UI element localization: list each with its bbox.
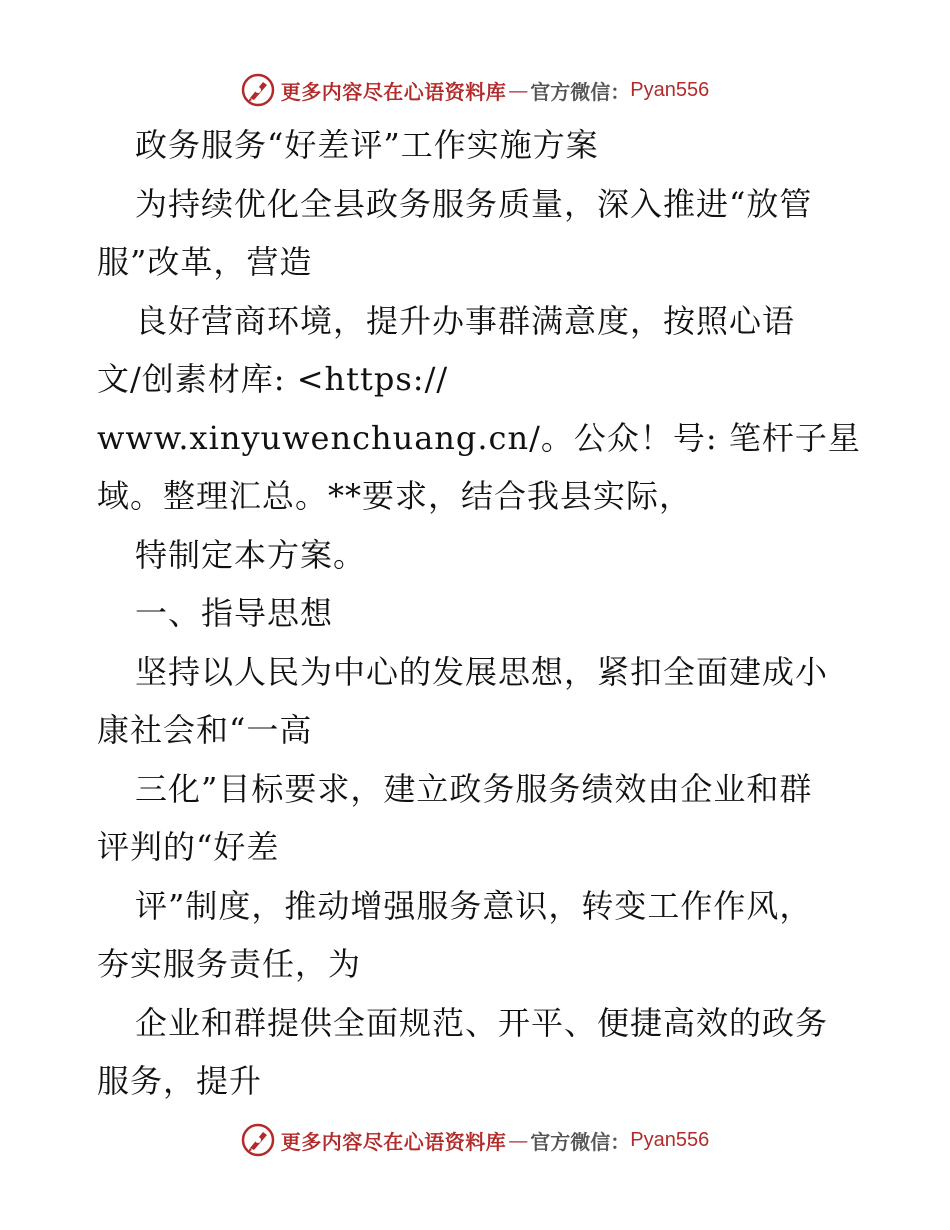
banner-wechat-label: 官方微信： (530, 1129, 631, 1154)
text-line: 坚持以人民为中心的发展思想，紧扣全面建成小 (135, 652, 829, 691)
text-line: 服”改革，营造 (97, 243, 313, 281)
banner-separator: — (508, 78, 529, 102)
text-line: www.xinyuwenchuang.cn/。公众！号: 笔杆子星 (97, 418, 861, 457)
document-title: 政务服务“好差评”工作实施方案 (135, 126, 599, 164)
banner-wechat-id: Pyan556 (630, 78, 710, 101)
banner-text: 更多内容尽在心语资料库 (280, 79, 507, 104)
footer-watermark-banner (0, 1120, 950, 1160)
text-line: 良好营商环境，提升办事群满意度，按照心语 (135, 301, 796, 340)
text-line: 三化”目标要求，建立政务服务绩效由企业和群 (135, 769, 813, 808)
text-line: 夯实服务责任，为 (97, 945, 362, 983)
text-line: 评”制度，推动增强服务意识，转变工作作风， (135, 886, 813, 925)
text-line: 特制定本方案。 (135, 535, 367, 574)
banner-wechat-label: 官方微信： (530, 79, 631, 104)
header-watermark-banner (0, 70, 950, 110)
text-line: 企业和群提供全面规范、开平、便捷高效的政务 (135, 1003, 829, 1042)
section-heading: 一、指导思想 (135, 594, 334, 632)
document-body (97, 116, 861, 1111)
text-line: 康社会和“一高 (97, 711, 313, 749)
text-line: 评判的“好差 (97, 828, 280, 866)
banner-separator: — (508, 1128, 529, 1152)
pen-logo-icon (241, 73, 275, 107)
text-line: 服务，提升 (97, 1062, 263, 1100)
banner-wechat-id: Pyan556 (630, 1128, 710, 1151)
banner-text: 更多内容尽在心语资料库 (280, 1129, 507, 1154)
text-line: 为持续优化全县政务服务质量，深入推进“放管 (135, 184, 813, 223)
text-line: 文/创素材库: <https:// (97, 360, 449, 398)
text-line: 域。整理汇总。**要求，结合我县实际， (97, 477, 693, 515)
pen-logo-icon (241, 1123, 275, 1157)
